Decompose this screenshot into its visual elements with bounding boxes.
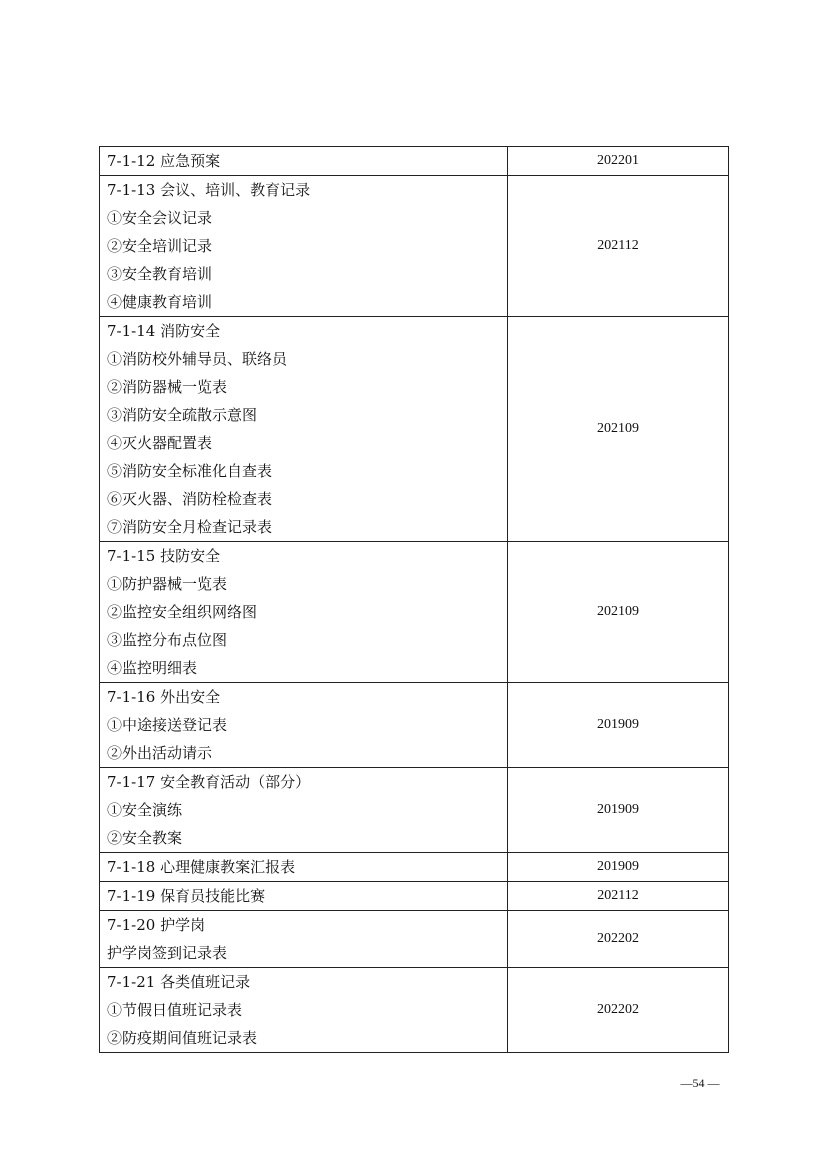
item-title: 7-1-13 会议、培训、教育记录 <box>107 181 311 199</box>
item-cell <box>100 683 508 768</box>
item-subline: ①节假日值班记录表 <box>107 1001 243 1019</box>
table-row <box>100 683 729 768</box>
date-cell: 202112 <box>508 882 729 911</box>
item-subline: ①安全演练 <box>107 801 183 819</box>
item-subline: ④健康教育培训 <box>107 293 213 311</box>
item-title: 7-1-20 护学岗 <box>107 916 206 934</box>
date-cell: 201909 <box>508 853 729 882</box>
item-subline: ⑥灭火器、消防栓检查表 <box>107 490 273 508</box>
item-subline: ②消防器械一览表 <box>107 378 228 396</box>
item-subline: ③消防安全疏散示意图 <box>107 406 258 424</box>
item-cell <box>100 768 508 853</box>
table-row <box>100 853 729 882</box>
item-subline: ③安全教育培训 <box>107 265 213 283</box>
date-cell: 202112 <box>508 176 729 317</box>
item-title: 7-1-21 各类值班记录 <box>107 973 251 991</box>
catalog-table <box>99 146 729 1053</box>
table-row <box>100 317 729 542</box>
table-row <box>100 176 729 317</box>
item-title: 7-1-17 安全教育活动（部分） <box>107 773 311 791</box>
item-subline: ②安全教案 <box>107 829 183 847</box>
table-row <box>100 147 729 176</box>
item-cell <box>100 317 508 542</box>
item-subline: ③监控分布点位图 <box>107 631 228 649</box>
item-title: 7-1-14 消防安全 <box>107 322 221 340</box>
table-row <box>100 911 729 968</box>
date-cell: 202201 <box>508 147 729 176</box>
item-subline: ①安全会议记录 <box>107 209 213 227</box>
item-title: 7-1-12 应急预案 <box>107 152 221 170</box>
item-cell <box>100 968 508 1053</box>
item-subline: ①消防校外辅导员、联络员 <box>107 350 288 368</box>
table-row <box>100 882 729 911</box>
page-number: —54 — <box>680 1076 720 1090</box>
item-title: 7-1-18 心理健康教案汇报表 <box>107 858 296 876</box>
item-title: 7-1-16 外出安全 <box>107 688 221 706</box>
table-row <box>100 768 729 853</box>
item-cell <box>100 882 508 911</box>
item-title: 7-1-19 保育员技能比赛 <box>107 887 266 905</box>
item-subline: ②监控安全组织网络图 <box>107 603 258 621</box>
catalog-body <box>100 147 729 1053</box>
item-cell <box>100 853 508 882</box>
item-subline: ⑦消防安全月检查记录表 <box>107 518 273 536</box>
date-cell: 201909 <box>508 683 729 768</box>
table-row <box>100 542 729 683</box>
date-cell: 201909 <box>508 768 729 853</box>
date-cell: 202109 <box>508 542 729 683</box>
item-subline: 护学岗签到记录表 <box>107 944 228 962</box>
date-cell: 202202 <box>508 911 729 968</box>
item-subline: ⑤消防安全标准化自查表 <box>107 462 273 480</box>
item-cell <box>100 911 508 968</box>
item-subline: ①中途接送登记表 <box>107 716 228 734</box>
item-title: 7-1-15 技防安全 <box>107 547 221 565</box>
item-cell <box>100 147 508 176</box>
table-row <box>100 968 729 1053</box>
item-subline: ②安全培训记录 <box>107 237 213 255</box>
item-cell <box>100 542 508 683</box>
item-subline: ①防护器械一览表 <box>107 575 228 593</box>
date-cell: 202202 <box>508 968 729 1053</box>
item-subline: ④灭火器配置表 <box>107 434 213 452</box>
item-subline: ④监控明细表 <box>107 659 198 677</box>
item-subline: ②防疫期间值班记录表 <box>107 1029 258 1047</box>
item-cell <box>100 176 508 317</box>
item-subline: ②外出活动请示 <box>107 744 213 762</box>
date-cell: 202109 <box>508 317 729 542</box>
